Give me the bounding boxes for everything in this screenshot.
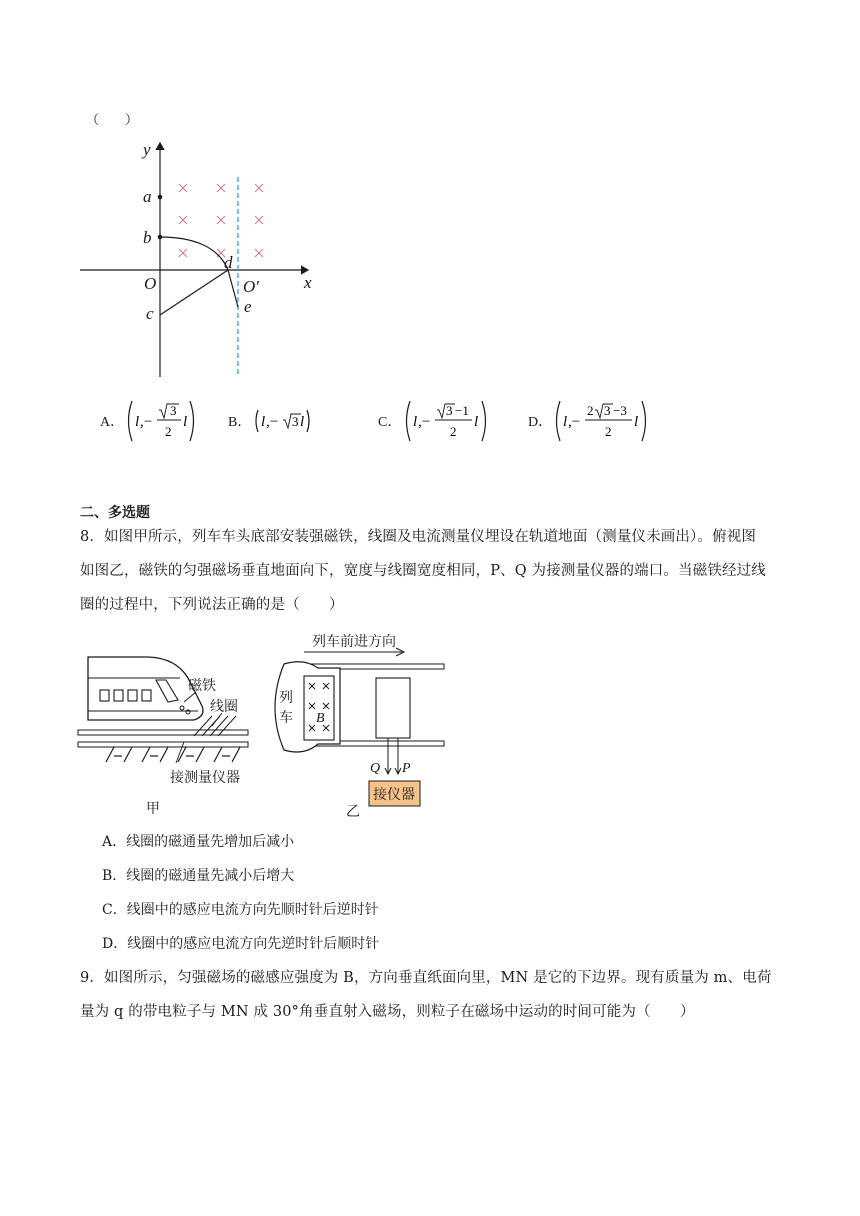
option-text: 线圈中的感应电流方向先顺时针后逆时针 [126, 902, 379, 918]
svg-text:2: 2 [450, 424, 457, 439]
answer-paren: （ ） [86, 113, 139, 128]
option-letter: D． [102, 936, 128, 952]
svg-text:l: l [135, 414, 140, 430]
svg-text:l: l [183, 414, 188, 430]
svg-text:l: l [474, 414, 479, 430]
magnet-label: 磁铁 [188, 678, 216, 694]
coil-label: 线圈 [210, 699, 238, 715]
device-label: 接仪器 [373, 787, 415, 803]
q8-line-1: 8．如图甲所示，列车车头底部安装强磁铁，线圈及电流测量仪埋设在轨道地面（测量仪未画出）。俯视图 [80, 529, 757, 545]
point-b [158, 235, 163, 240]
option-d-expression [552, 398, 652, 444]
segment-de [228, 270, 238, 307]
b-label: b [143, 228, 152, 247]
q8-option-c[interactable] [102, 900, 379, 920]
d-label: d [224, 253, 233, 272]
svg-text:,−: ,− [266, 414, 279, 430]
svg-text:,−: ,− [568, 414, 581, 430]
svg-text:l: l [261, 414, 266, 430]
svg-text:2: 2 [587, 403, 594, 418]
svg-text:3: 3 [446, 403, 453, 418]
magnet-box [304, 676, 334, 740]
q8-option-b[interactable] [102, 866, 294, 886]
magnetic-field-crosses [179, 184, 263, 257]
svg-text:l: l [634, 414, 639, 430]
instrument-label: 接测量仪器 [170, 770, 240, 786]
field-label: B [316, 711, 325, 726]
trajectory-arc [160, 237, 228, 270]
o-prime-label: O′ [243, 277, 259, 296]
svg-text:,−: ,− [418, 414, 431, 430]
svg-text:3: 3 [292, 414, 299, 429]
svg-text:l: l [413, 414, 418, 430]
figure-jia-train [76, 650, 261, 820]
svg-text:2: 2 [605, 424, 612, 439]
q8-option-d[interactable] [102, 934, 379, 954]
a-label: a [143, 187, 152, 206]
point-a [158, 195, 163, 200]
train-label-bottom: 车 [279, 710, 293, 726]
caption-jia: 甲 [146, 801, 160, 817]
x-label: x [304, 273, 312, 292]
option-letter: A． [100, 415, 125, 430]
option-letter: D． [528, 415, 553, 430]
option-text: 线圈的磁通量先增加后减小 [126, 834, 295, 850]
sleepers [106, 747, 240, 762]
q7-figure [70, 135, 330, 385]
q-port-label: Q [370, 761, 381, 776]
option-letter: C． [378, 415, 402, 430]
svg-text:3: 3 [170, 403, 177, 418]
svg-text:l: l [300, 414, 305, 430]
option-c-expression [402, 398, 492, 444]
option-text: 线圈中的感应电流方向先逆时针后顺时针 [127, 936, 380, 952]
option-letter: A． [102, 834, 127, 850]
option-b-expression [252, 398, 318, 444]
svg-text:l: l [563, 414, 568, 430]
coil-rect [376, 678, 410, 738]
svg-text:3: 3 [604, 403, 611, 418]
option-text: 线圈的磁通量先减小后增大 [126, 868, 295, 884]
caption-yi: 乙 [346, 804, 360, 820]
option-a-expression [124, 398, 200, 444]
svg-text:−3: −3 [613, 403, 627, 418]
q9-line-2: 量为 q 的带电粒子与 MN 成 30°角垂直射入磁场，则粒子在磁场中运动的时间可能为（ ） [80, 1004, 695, 1020]
q9-line-1: 9．如图所示，匀强磁场的磁感应强度为 B，方向垂直纸面向里，MN 是它的下边界。现有质量为 m、电荷 [80, 970, 772, 986]
option-letter: B． [102, 868, 127, 884]
q8-line-3: 圈的过程中，下列说法正确的是（ ） [80, 597, 344, 613]
direction-label: 列车前进方向 [312, 634, 396, 650]
figure-yi-topview [262, 628, 452, 820]
svg-text:,−: ,− [140, 414, 153, 430]
svg-text:2: 2 [165, 424, 172, 439]
p-port-label: P [402, 761, 411, 776]
train-label-top: 列 [279, 690, 293, 706]
segment-cd [160, 270, 228, 315]
section-title: 二、多选题 [80, 505, 150, 521]
q8-option-a[interactable] [102, 832, 294, 852]
origin-label: O [144, 274, 157, 293]
svg-text:−1: −1 [455, 403, 469, 418]
c-label: c [146, 304, 154, 323]
e-label: e [244, 297, 252, 316]
y-label: y [143, 140, 151, 159]
option-letter: B． [228, 415, 252, 430]
option-letter: C． [102, 902, 127, 918]
q8-line-2: 如图乙，磁铁的匀强磁场垂直地面向下，宽度与线圈宽度相同，P、Q 为接测量仪器的端口。当磁铁经过线 [80, 563, 766, 579]
